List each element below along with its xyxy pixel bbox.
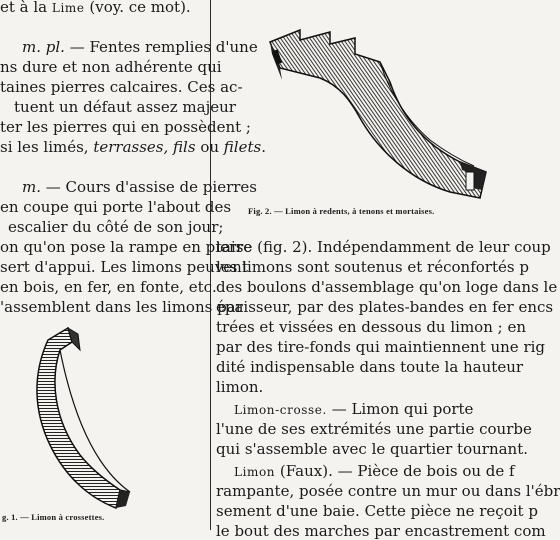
text-line bbox=[0, 258, 248, 276]
small-caps-term: Lime bbox=[51, 1, 85, 15]
text-span: — Limon qui porte bbox=[326, 400, 474, 418]
text-line bbox=[216, 338, 545, 356]
text-span: dité indispensable dans toute la hauteur bbox=[216, 358, 524, 376]
italic-term: m. pl. bbox=[22, 38, 65, 56]
text-line bbox=[216, 522, 546, 540]
text-span: ter les pierres qui en possèdent ; bbox=[0, 118, 251, 136]
text-span: des boulons d'assemblage qu'on loge dans le bbox=[216, 278, 558, 296]
text-span: taines pierres calcaires. Ces ac- bbox=[0, 78, 243, 96]
text-span: ou bbox=[195, 138, 224, 156]
text-line bbox=[216, 258, 529, 276]
text-span: par des tire-fonds qui maintiennent une rig bbox=[216, 338, 546, 356]
text-line bbox=[0, 78, 243, 96]
text-line bbox=[0, 198, 231, 216]
text-span: les limons sont soutenus et réconfortés p bbox=[216, 258, 529, 276]
text-span: 'assemblent dans les limons par bbox=[0, 298, 243, 316]
figure-1-caption: g. 1. — Limon à crossettes. bbox=[2, 512, 105, 522]
text-line bbox=[216, 318, 526, 336]
text-span: en coupe qui porte l'about des bbox=[0, 198, 232, 216]
small-caps-term: Limon-crosse. bbox=[234, 403, 327, 417]
text-span: limon. bbox=[216, 378, 264, 396]
text-line bbox=[8, 218, 223, 236]
text-span: qui s'assemble avec le quartier tournant. bbox=[216, 440, 529, 458]
text-span: (voy. ce mot). bbox=[84, 0, 191, 16]
text-span: sement d'une baie. Cette pièce ne reçoit p bbox=[216, 502, 538, 520]
text-line bbox=[0, 0, 191, 17]
text-line bbox=[216, 358, 523, 376]
text-span: ns dure et non adhérente qui bbox=[0, 58, 222, 76]
text-span: taise (fig. 2). Indépendamment de leur coup bbox=[216, 238, 551, 256]
text-line bbox=[0, 298, 243, 316]
italic-term: filets bbox=[223, 138, 262, 156]
text-span: épaisseur, par des plates-bandes en fer encs bbox=[216, 298, 554, 316]
text-line bbox=[216, 378, 263, 396]
text-line bbox=[234, 462, 515, 481]
text-line bbox=[22, 178, 257, 196]
text-line bbox=[216, 440, 528, 458]
text-line bbox=[216, 502, 538, 520]
text-span: . bbox=[261, 138, 266, 156]
text-span: en bois, en fer, en fonte, etc. bbox=[0, 278, 217, 296]
text-line bbox=[0, 238, 252, 256]
text-line bbox=[216, 420, 532, 438]
text-line bbox=[0, 118, 251, 136]
text-line bbox=[216, 298, 553, 316]
figure-1-illustration bbox=[20, 320, 140, 510]
italic-term: m. bbox=[22, 178, 41, 196]
figure-2-illustration bbox=[260, 22, 496, 202]
text-span: rampante, posée contre un mur ou dans l'ébr bbox=[216, 482, 560, 500]
text-span: et à la bbox=[0, 0, 52, 16]
text-span: tuent un défaut assez majeur bbox=[14, 98, 236, 116]
text-line bbox=[216, 238, 551, 256]
text-span: on qu'on pose la rampe en pierre bbox=[0, 238, 253, 256]
text-span: (Faux). — Pièce de bois ou de f bbox=[275, 462, 515, 480]
text-span: si les limés, bbox=[0, 138, 94, 156]
text-line bbox=[14, 98, 236, 116]
text-line bbox=[234, 400, 473, 419]
text-line bbox=[0, 138, 266, 156]
text-span: le bout des marches par encastrement com bbox=[216, 522, 546, 540]
text-span: trées et vissées en dessous du limon ; en bbox=[216, 318, 526, 336]
small-caps-term: Limon bbox=[234, 465, 276, 479]
text-line bbox=[0, 58, 222, 76]
text-span: sert d'appui. Les limons peuvent bbox=[0, 258, 248, 276]
text-span: — Cours d'assise de pierres bbox=[41, 178, 257, 196]
text-span: l'une de ses extrémités une partie courbe bbox=[216, 420, 532, 438]
text-line bbox=[216, 278, 557, 296]
italic-term: terrasses, fils bbox=[93, 138, 196, 156]
text-span: — Fentes remplies d'une bbox=[64, 38, 258, 56]
text-line bbox=[0, 278, 217, 296]
text-span: escalier du côté de son jour; bbox=[8, 218, 224, 236]
figure-2-caption: Fig. 2. — Limon à redents, à tenons et mortaises. bbox=[248, 206, 435, 216]
text-line bbox=[216, 482, 560, 500]
text-line bbox=[22, 38, 258, 56]
